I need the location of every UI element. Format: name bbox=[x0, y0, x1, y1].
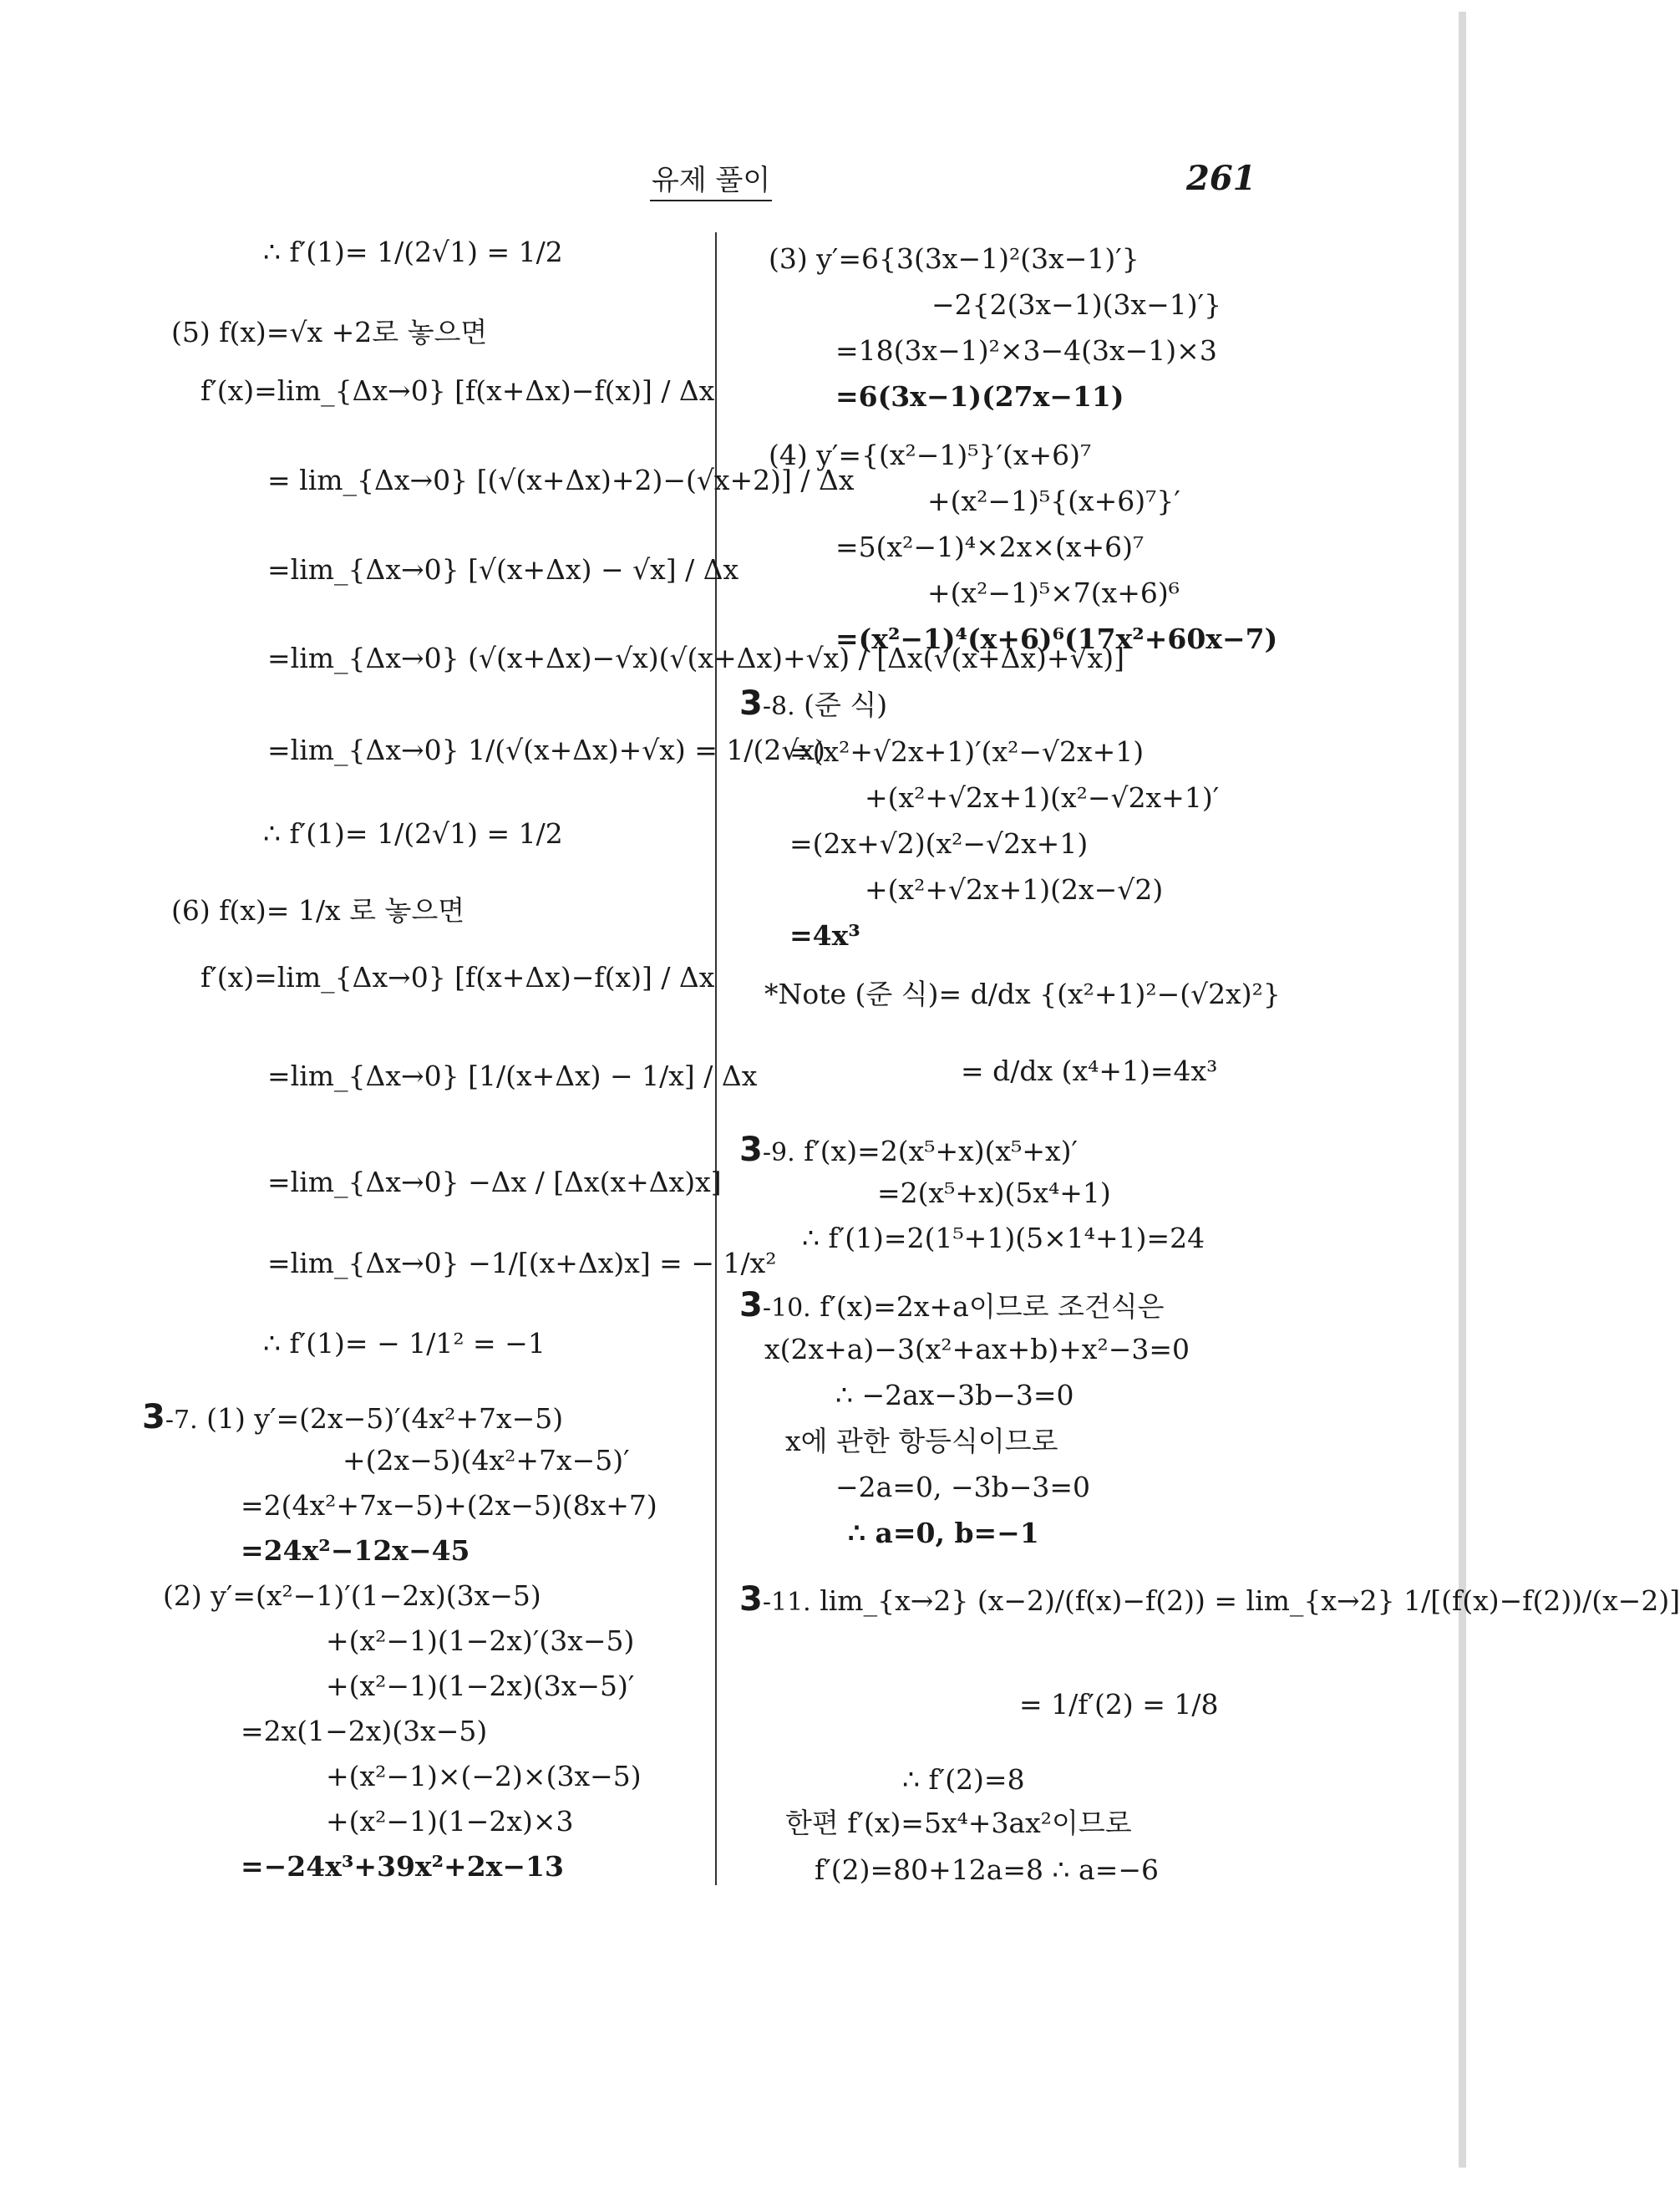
math-line bbox=[163, 1579, 541, 1613]
math-line bbox=[343, 1444, 630, 1477]
math-line bbox=[171, 894, 464, 928]
page-header-title: 유제 풀이 bbox=[650, 157, 772, 201]
math-text: =lim_{Δx→0} [√(x+Δx) − √x] / Δx bbox=[267, 553, 739, 586]
math-line bbox=[789, 735, 1144, 769]
math-line bbox=[267, 1247, 776, 1280]
math-text: +(x²−1)⁵{(x+6)⁷}′ bbox=[927, 485, 1180, 517]
math-text: ∴ f′(1)= − 1/1² = −1 bbox=[263, 1327, 546, 1360]
problem-number: 3 bbox=[739, 1580, 763, 1619]
math-text: =5(x²−1)⁴×2x×(x+6)⁷ bbox=[835, 531, 1145, 563]
math-line bbox=[171, 316, 487, 349]
math-text: =18(3x−1)²×3−4(3x−1)×3 bbox=[835, 334, 1217, 367]
math-text: =lim_{Δx→0} −1/[(x+Δx)x] = − 1/x² bbox=[267, 1247, 777, 1279]
math-text: +(x²−1)⁵×7(x+6)⁶ bbox=[927, 577, 1180, 609]
problem-number: 3 bbox=[739, 1286, 763, 1324]
math-line bbox=[200, 961, 714, 994]
problem-suffix: -10. bbox=[762, 1294, 811, 1323]
math-text: (3) y′=6{3(3x−1)²(3x−1)′} bbox=[769, 242, 1139, 275]
math-text: −2{2(3x−1)(3x−1)′} bbox=[931, 288, 1222, 321]
math-text: −2a=0, −3b−3=0 bbox=[835, 1471, 1091, 1503]
math-line bbox=[835, 380, 1124, 414]
math-text: x(2x+a)−3(x²+ax+b)+x²−3=0 bbox=[764, 1333, 1190, 1365]
math-line bbox=[835, 1471, 1090, 1504]
math-line bbox=[1019, 1688, 1218, 1721]
math-line bbox=[326, 1670, 634, 1703]
math-text: =(2x+√2)(x²−√2x+1) bbox=[789, 827, 1089, 860]
math-text: f′(x)=lim_{Δx→0} [f(x+Δx)−f(x)] / Δx bbox=[200, 961, 715, 994]
math-line bbox=[764, 1333, 1190, 1366]
math-line bbox=[263, 1327, 546, 1360]
math-line bbox=[267, 1060, 757, 1093]
math-text: = d/dx (x⁴+1)=4x³ bbox=[961, 1055, 1218, 1087]
math-text: =(x²+√2x+1)′(x²−√2x+1) bbox=[789, 735, 1145, 768]
problem-number: 3 bbox=[739, 684, 763, 723]
math-line bbox=[769, 439, 1091, 472]
math-text: ∴ f′(1)= 1/(2√1) = 1/2 bbox=[263, 236, 563, 268]
page-edge-shadow bbox=[1459, 12, 1466, 2168]
math-text: +(2x−5)(4x²+7x−5)′ bbox=[343, 1444, 630, 1477]
math-line bbox=[789, 827, 1088, 861]
math-text: ∴ −2ax−3b−3=0 bbox=[835, 1379, 1074, 1411]
problem-number: 3 bbox=[739, 1131, 763, 1169]
math-text: = lim_{Δx→0} [(√(x+Δx)+2)−(√x+2)] / Δx bbox=[267, 464, 855, 496]
math-text: 한편 f′(x)=5x⁴+3ax²이므로 bbox=[785, 1807, 1132, 1839]
math-text: *Note (준 식)= d/dx {(x²+1)²−(√2x)²} bbox=[764, 978, 1281, 1010]
math-line bbox=[961, 1055, 1217, 1088]
math-text: f′(2)=80+12a=8 ∴ a=−6 bbox=[815, 1853, 1160, 1886]
math-text: =24x²−12x−45 bbox=[241, 1534, 470, 1567]
problem-suffix: -9. bbox=[762, 1138, 795, 1167]
math-text: +(x²−1)(1−2x)×3 bbox=[326, 1805, 574, 1838]
math-line bbox=[848, 1517, 1039, 1550]
math-line bbox=[865, 781, 1219, 815]
math-text: =lim_{Δx→0} −Δx / [Δx(x+Δx)x] bbox=[267, 1166, 722, 1198]
math-line bbox=[241, 1489, 657, 1523]
math-line bbox=[769, 242, 1139, 276]
math-line bbox=[835, 531, 1144, 564]
problem-suffix: -7. bbox=[165, 1406, 198, 1435]
math-text: =6(3x−1)(27x−11) bbox=[835, 380, 1124, 413]
math-text: (준 식) bbox=[794, 689, 888, 721]
math-line bbox=[739, 1130, 1078, 1170]
math-text: =4x³ bbox=[789, 919, 860, 952]
math-text: =−24x³+39x²+2x−13 bbox=[241, 1850, 564, 1883]
math-line bbox=[739, 1285, 1164, 1325]
math-text: =2(4x²+7x−5)+(2x−5)(8x+7) bbox=[241, 1489, 657, 1522]
math-text: +(x²+√2x+1)(x²−√2x+1)′ bbox=[865, 781, 1220, 814]
math-text: +(x²−1)(1−2x)(3x−5)′ bbox=[326, 1670, 635, 1702]
math-line bbox=[927, 577, 1180, 610]
math-line bbox=[739, 684, 887, 724]
math-text: +(x²+√2x+1)(2x−√2) bbox=[865, 873, 1164, 906]
math-text: =2x(1−2x)(3x−5) bbox=[241, 1715, 488, 1747]
math-text: f′(x)=2x+a이므로 조건식은 bbox=[810, 1290, 1165, 1323]
math-line bbox=[902, 1763, 1025, 1797]
math-line bbox=[835, 623, 1277, 656]
problem-number: 3 bbox=[142, 1398, 165, 1436]
math-text: f′(x)=lim_{Δx→0} [f(x+Δx)−f(x)] / Δx bbox=[200, 374, 715, 407]
math-line bbox=[927, 485, 1180, 518]
math-text: ∴ f′(2)=8 bbox=[902, 1763, 1025, 1796]
math-line bbox=[764, 978, 1281, 1011]
math-line bbox=[263, 236, 563, 269]
problem-suffix: -8. bbox=[762, 692, 795, 721]
math-text: ∴ a=0, b=−1 bbox=[848, 1517, 1039, 1549]
problem-suffix: -11. bbox=[762, 1588, 811, 1617]
math-line bbox=[241, 1534, 470, 1568]
math-text: ∴ f′(1)=2(1⁵+1)(5×1⁴+1)=24 bbox=[802, 1222, 1205, 1254]
math-line bbox=[326, 1805, 574, 1838]
math-line bbox=[326, 1624, 634, 1658]
math-line bbox=[263, 817, 563, 851]
math-line bbox=[785, 1807, 1132, 1840]
math-line bbox=[789, 919, 860, 953]
math-line bbox=[865, 873, 1163, 907]
math-line bbox=[241, 1715, 487, 1748]
math-text: lim_{x→2} (x−2)/(f(x)−f(2)) = lim_{x→2} 1/[(f(x)−f(2))/(x−2)] bbox=[810, 1584, 1680, 1617]
math-line bbox=[802, 1222, 1205, 1255]
math-text: x에 관한 항등식이므로 bbox=[785, 1425, 1058, 1457]
math-line bbox=[267, 734, 825, 767]
math-line bbox=[739, 1579, 1680, 1619]
math-text: =(x²−1)⁴(x+6)⁶(17x²+60x−7) bbox=[835, 623, 1278, 655]
math-text: =lim_{Δx→0} [1/(x+Δx) − 1/x] / Δx bbox=[267, 1060, 758, 1092]
math-line bbox=[267, 464, 854, 497]
math-text: +(x²−1)(1−2x)′(3x−5) bbox=[326, 1624, 635, 1657]
math-text: f′(x)=2(x⁵+x)(x⁵+x)′ bbox=[794, 1135, 1079, 1167]
math-line bbox=[815, 1853, 1159, 1887]
math-line bbox=[835, 334, 1217, 368]
math-line bbox=[241, 1850, 564, 1883]
math-text: =lim_{Δx→0} (√(x+Δx)−√x)(√(x+Δx)+√x) / [Δx(√(x+Δx)+√x)] bbox=[267, 642, 1124, 674]
math-line bbox=[326, 1760, 642, 1793]
math-text: (2) y′=(x²−1)′(1−2x)(3x−5) bbox=[163, 1579, 541, 1612]
math-line bbox=[877, 1177, 1111, 1210]
math-text: (5) f(x)=√x +2로 놓으면 bbox=[171, 316, 488, 348]
math-line bbox=[785, 1425, 1058, 1458]
page-number: 261 bbox=[1186, 159, 1256, 198]
math-text: (4) y′={(x²−1)⁵}′(x+6)⁷ bbox=[769, 439, 1092, 471]
math-text: (1) y′=(2x−5)′(4x²+7x−5) bbox=[197, 1402, 564, 1435]
math-line bbox=[142, 1397, 563, 1437]
math-text: = 1/f′(2) = 1/8 bbox=[1019, 1688, 1219, 1721]
math-text: +(x²−1)×(−2)×(3x−5) bbox=[326, 1760, 642, 1792]
math-line bbox=[835, 1379, 1073, 1412]
math-line bbox=[200, 374, 714, 408]
math-line bbox=[267, 553, 738, 587]
math-line bbox=[931, 288, 1221, 322]
math-text: ∴ f′(1)= 1/(2√1) = 1/2 bbox=[263, 817, 563, 850]
math-text: =lim_{Δx→0} 1/(√(x+Δx)+√x) = 1/(2√x) bbox=[267, 734, 825, 766]
math-line bbox=[267, 1166, 722, 1199]
math-text: (6) f(x)= 1/x 로 놓으면 bbox=[171, 894, 465, 927]
math-text: =2(x⁵+x)(5x⁴+1) bbox=[877, 1177, 1111, 1209]
